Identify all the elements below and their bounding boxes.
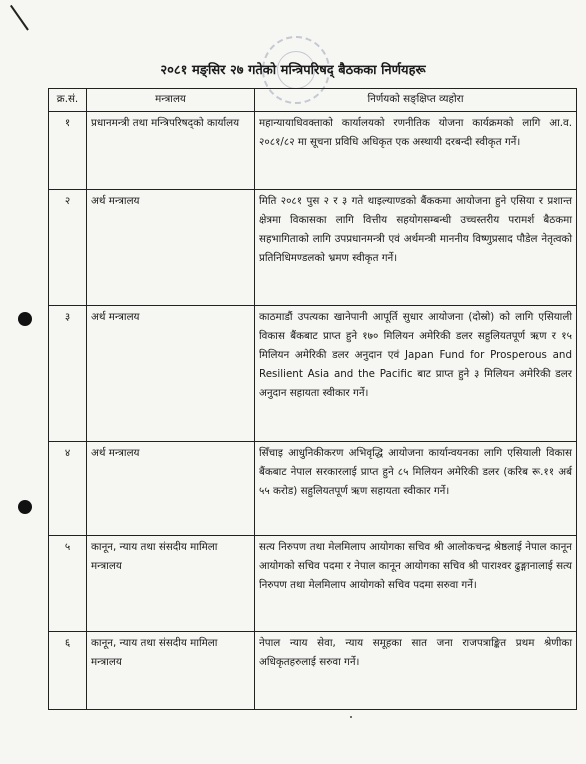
table-row xyxy=(49,306,577,442)
row-decision: मिति २०८१ पुस २ र ३ गते थाइल्याण्डको बैंककमा आयोजना हुने एसिया र प्रशान्त क्षेत्रमा विकासका लागि वित्तीय सहयोगसम्बन्धी उच्चस्तरीय परामर्श बैठकमा सहभागिताको लागि उपप्रधानमन्त्री एवं अर्थमन्त्री माननीय विष्णुप्रसाद पौडेल नेतृत्वको प्रतिनिधिमण्डलको भ्रमण स्वीकृत गर्ने। xyxy=(255,190,577,306)
pen-mark xyxy=(10,0,40,31)
row-ministry: अर्थ मन्त्रालय xyxy=(87,190,255,306)
row-ministry: कानून, न्याय तथा संसदीय मामिला मन्त्रालय xyxy=(87,536,255,632)
table-row xyxy=(49,442,577,536)
row-ministry: कानून, न्याय तथा संसदीय मामिला मन्त्रालय xyxy=(87,632,255,710)
document-title: २०८१ मङ्सिर २७ गतेको मन्त्रिपरिषद् बैठकका निर्णयहरू xyxy=(160,63,426,78)
header-serial: क्र.सं. xyxy=(49,89,87,112)
table-header-row xyxy=(49,89,577,112)
punch-hole xyxy=(18,312,32,326)
row-ministry: अर्थ मन्त्रालय xyxy=(87,306,255,442)
row-ministry: अर्थ मन्त्रालय xyxy=(87,442,255,536)
table-row xyxy=(49,190,577,306)
table-row xyxy=(49,112,577,190)
punch-hole xyxy=(18,500,32,514)
row-serial: १ xyxy=(49,112,87,190)
row-decision: महान्यायाधिवक्ताको कार्यालयको रणनीतिक योजना कार्यक्रमको लागि आ.व. २०८१/८२ मा सूचना प्रविधि अधिकृत एक अस्थायी दरबन्दी स्वीकृत गर्ने। xyxy=(255,112,577,190)
row-serial: ६ xyxy=(49,632,87,710)
row-serial: ५ xyxy=(49,536,87,632)
table-row xyxy=(49,536,577,632)
table-row xyxy=(49,632,577,710)
row-decision: सत्य निरुपण तथा मेलमिलाप आयोगका सचिव श्री आलोकचन्द्र श्रेष्ठलाई नेपाल कानून आयोगको सचिव पदमा र नेपाल कानून आयोगका सचिव श्री पाराश्वर ढुङ्गानालाई सत्य निरुपण तथा मेलमिलाप आयोगको सचिव पदमा सरुवा गर्ने। xyxy=(255,536,577,632)
row-serial: ३ xyxy=(49,306,87,442)
row-ministry: प्रधानमन्त्री तथा मन्त्रिपरिषद्को कार्यालय xyxy=(87,112,255,190)
header-ministry: मन्त्रालय xyxy=(87,89,255,112)
row-decision: काठमाडौं उपत्यका खानेपानी आपूर्ति सुधार आयोजना (दोस्रो) को लागि एसियाली विकास बैंकबाट प्राप्त हुने १७० मिलियन अमेरिकी डलर सहुलियतपूर्ण ऋण र १५ मिलियन अमेरिकी डलर अनुदान एवं Japan Fund for Prosperous and Resilient Asia and the Pacific बाट प्राप्त हुने ३ मिलियन अमेरिकी डलर अनुदान सहायता स्वीकार गर्ने। xyxy=(255,306,577,442)
decisions-table xyxy=(48,88,577,710)
row-decision: नेपाल न्याय सेवा, न्याय समूहका सात जना राजपत्राङ्कित प्रथम श्रेणीका अधिकृतहरुलाई सरुवा गर्ने। xyxy=(255,632,577,710)
row-decision: सिँचाइ आधुनिकीकरण अभिवृद्धि आयोजना कार्यान्वयनका लागि एसियाली विकास बैंकबाट नेपाल सरकारलाई प्राप्त हुने ८५ मिलियन अमेरिकी डलर (करिब रू.११ अर्ब ५५ करोड) सहुलियतपूर्ण ऋण सहायता स्वीकार गर्ने। xyxy=(255,442,577,536)
row-serial: २ xyxy=(49,190,87,306)
row-serial: ४ xyxy=(49,442,87,536)
header-decision: निर्णयको सङ्क्षिप्त व्यहोरा xyxy=(255,89,577,112)
speck xyxy=(350,716,352,718)
